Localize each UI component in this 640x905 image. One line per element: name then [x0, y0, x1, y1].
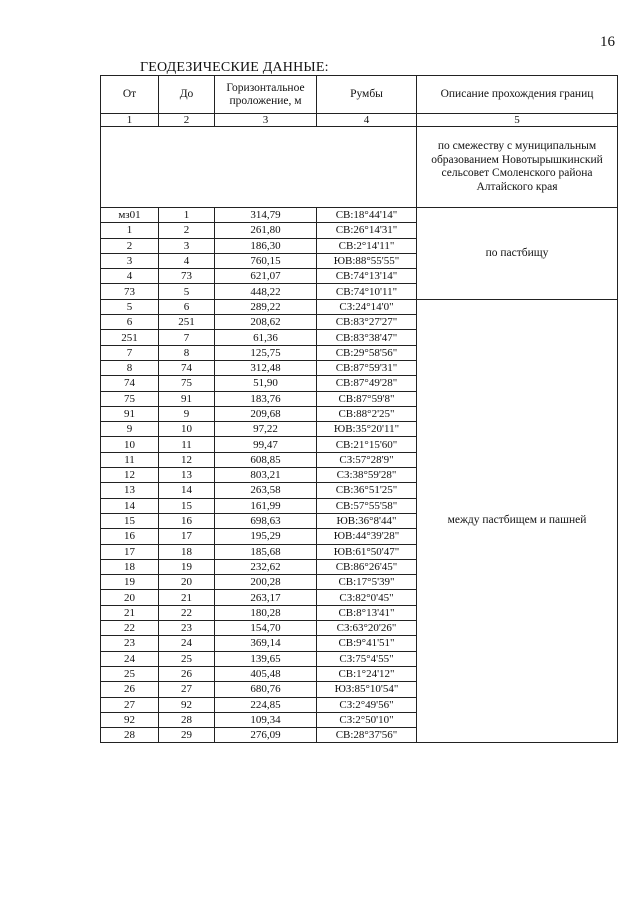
- cell-to: 1: [159, 208, 215, 223]
- section-description: по смежеству с муниципальным образованием Новотырышкинский сельсовет Смоленского района Алтайского края: [417, 127, 618, 208]
- cell-distance: 125,75: [215, 345, 317, 360]
- cell-from: 21: [101, 605, 159, 620]
- cell-distance: 195,29: [215, 529, 317, 544]
- cell-distance: 448,22: [215, 284, 317, 299]
- cell-to: 73: [159, 269, 215, 284]
- cell-bearing: СВ:74°10'11": [317, 284, 417, 299]
- cell-to: 74: [159, 360, 215, 375]
- cell-from: 75: [101, 391, 159, 406]
- cell-bearing: СВ:74°13'14": [317, 269, 417, 284]
- cell-bearing: СЗ:75°4'55": [317, 651, 417, 666]
- document-title: ГЕОДЕЗИЧЕСКИЕ ДАННЫЕ:: [140, 60, 329, 75]
- column-number: 4: [317, 114, 417, 127]
- cell-to: 14: [159, 483, 215, 498]
- cell-distance: 209,68: [215, 406, 317, 421]
- cell-distance: 289,22: [215, 299, 317, 314]
- cell-to: 5: [159, 284, 215, 299]
- cell-to: 26: [159, 666, 215, 681]
- cell-bearing: СВ:86°26'45": [317, 559, 417, 574]
- header-bearing: Румбы: [317, 76, 417, 114]
- cell-to: 6: [159, 299, 215, 314]
- cell-from: 4: [101, 269, 159, 284]
- cell-bearing: СВ:26°14'31": [317, 223, 417, 238]
- cell-distance: 161,99: [215, 498, 317, 513]
- cell-from: 12: [101, 468, 159, 483]
- cell-from: 13: [101, 483, 159, 498]
- table-header-row: [101, 76, 618, 114]
- cell-to: 92: [159, 697, 215, 712]
- cell-bearing: СВ:29°58'56": [317, 345, 417, 360]
- cell-distance: 405,48: [215, 666, 317, 681]
- cell-distance: 154,70: [215, 621, 317, 636]
- cell-distance: 224,85: [215, 697, 317, 712]
- cell-to: 24: [159, 636, 215, 651]
- cell-distance: 276,09: [215, 728, 317, 743]
- cell-distance: 180,28: [215, 605, 317, 620]
- cell-bearing: ЮВ:44°39'28": [317, 529, 417, 544]
- cell-from: 8: [101, 360, 159, 375]
- cell-from: 17: [101, 544, 159, 559]
- cell-bearing: СЗ:38°59'28": [317, 468, 417, 483]
- cell-bearing: ЮВ:36°8'44": [317, 513, 417, 528]
- cell-bearing: СЗ:2°49'56": [317, 697, 417, 712]
- cell-distance: 263,17: [215, 590, 317, 605]
- cell-from: 11: [101, 452, 159, 467]
- cell-distance: 208,62: [215, 315, 317, 330]
- cell-distance: 51,90: [215, 376, 317, 391]
- cell-from: 22: [101, 621, 159, 636]
- cell-bearing: СЗ:63°20'26": [317, 621, 417, 636]
- header-description: Описание прохождения границ: [417, 76, 618, 114]
- column-number: 2: [159, 114, 215, 127]
- cell-bearing: СВ:57°55'58": [317, 498, 417, 513]
- header-from: От: [101, 76, 159, 114]
- cell-from: 26: [101, 682, 159, 697]
- cell-to: 75: [159, 376, 215, 391]
- page-number: 16: [600, 34, 615, 50]
- cell-distance: 760,15: [215, 253, 317, 268]
- cell-to: 7: [159, 330, 215, 345]
- cell-from: 7: [101, 345, 159, 360]
- cell-to: 251: [159, 315, 215, 330]
- cell-bearing: СВ:87°59'8": [317, 391, 417, 406]
- cell-from: 9: [101, 422, 159, 437]
- cell-to: 12: [159, 452, 215, 467]
- cell-distance: 185,68: [215, 544, 317, 559]
- cell-to: 28: [159, 712, 215, 727]
- cell-distance: 139,65: [215, 651, 317, 666]
- cell-to: 2: [159, 223, 215, 238]
- cell-from: мз01: [101, 208, 159, 223]
- cell-distance: 608,85: [215, 452, 317, 467]
- boundary-description: по пастбищу: [417, 208, 618, 300]
- cell-bearing: ЮВ:88°55'55": [317, 253, 417, 268]
- cell-distance: 109,34: [215, 712, 317, 727]
- cell-bearing: СВ:1°24'12": [317, 666, 417, 681]
- cell-to: 29: [159, 728, 215, 743]
- cell-distance: 97,22: [215, 422, 317, 437]
- header-distance: Горизонтальное проложение, м: [215, 76, 317, 114]
- cell-to: 9: [159, 406, 215, 421]
- cell-to: 20: [159, 575, 215, 590]
- cell-distance: 61,36: [215, 330, 317, 345]
- cell-bearing: СВ:18°44'14": [317, 208, 417, 223]
- column-number: 1: [101, 114, 159, 127]
- column-number: 5: [417, 114, 618, 127]
- cell-bearing: СВ:36°51'25": [317, 483, 417, 498]
- cell-distance: 261,80: [215, 223, 317, 238]
- cell-from: 25: [101, 666, 159, 681]
- cell-bearing: ЮВ:35°20'11": [317, 422, 417, 437]
- cell-bearing: СЗ:24°14'0": [317, 299, 417, 314]
- cell-bearing: СВ:2°14'11": [317, 238, 417, 253]
- column-number: 3: [215, 114, 317, 127]
- cell-from: 74: [101, 376, 159, 391]
- cell-bearing: ЮВ:61°50'47": [317, 544, 417, 559]
- section-empty-cell: [101, 127, 417, 208]
- cell-to: 19: [159, 559, 215, 574]
- cell-distance: 200,28: [215, 575, 317, 590]
- cell-bearing: СВ:88°2'25": [317, 406, 417, 421]
- cell-bearing: СВ:83°27'27": [317, 315, 417, 330]
- cell-bearing: СЗ:57°28'9": [317, 452, 417, 467]
- cell-to: 3: [159, 238, 215, 253]
- boundary-description: между пастбищем и пашней: [417, 299, 618, 743]
- cell-from: 1: [101, 223, 159, 238]
- cell-to: 21: [159, 590, 215, 605]
- table-row: [101, 208, 618, 223]
- cell-distance: 232,62: [215, 559, 317, 574]
- section-row: [101, 127, 618, 208]
- cell-to: 17: [159, 529, 215, 544]
- cell-bearing: СЗ:2°50'10": [317, 712, 417, 727]
- cell-bearing: СВ:83°38'47": [317, 330, 417, 345]
- cell-from: 23: [101, 636, 159, 651]
- cell-from: 6: [101, 315, 159, 330]
- cell-distance: 680,76: [215, 682, 317, 697]
- cell-to: 25: [159, 651, 215, 666]
- cell-bearing: СВ:87°59'31": [317, 360, 417, 375]
- geodetic-data-table: [100, 75, 618, 743]
- cell-from: 19: [101, 575, 159, 590]
- cell-from: 251: [101, 330, 159, 345]
- header-to: До: [159, 76, 215, 114]
- cell-bearing: СЗ:82°0'45": [317, 590, 417, 605]
- cell-distance: 183,76: [215, 391, 317, 406]
- cell-from: 10: [101, 437, 159, 452]
- cell-bearing: ЮЗ:85°10'54": [317, 682, 417, 697]
- table-row: [101, 299, 618, 314]
- cell-distance: 698,63: [215, 513, 317, 528]
- cell-from: 27: [101, 697, 159, 712]
- cell-from: 73: [101, 284, 159, 299]
- cell-distance: 99,47: [215, 437, 317, 452]
- cell-to: 10: [159, 422, 215, 437]
- cell-from: 2: [101, 238, 159, 253]
- cell-to: 4: [159, 253, 215, 268]
- cell-from: 3: [101, 253, 159, 268]
- cell-to: 16: [159, 513, 215, 528]
- cell-from: 5: [101, 299, 159, 314]
- cell-from: 92: [101, 712, 159, 727]
- cell-distance: 314,79: [215, 208, 317, 223]
- cell-distance: 312,48: [215, 360, 317, 375]
- cell-distance: 803,21: [215, 468, 317, 483]
- cell-to: 91: [159, 391, 215, 406]
- cell-from: 18: [101, 559, 159, 574]
- cell-bearing: СВ:9°41'51": [317, 636, 417, 651]
- column-number-row: [101, 114, 618, 127]
- cell-from: 20: [101, 590, 159, 605]
- cell-to: 13: [159, 468, 215, 483]
- cell-from: 16: [101, 529, 159, 544]
- cell-bearing: СВ:17°5'39": [317, 575, 417, 590]
- cell-to: 23: [159, 621, 215, 636]
- cell-from: 28: [101, 728, 159, 743]
- cell-bearing: СВ:28°37'56": [317, 728, 417, 743]
- cell-to: 22: [159, 605, 215, 620]
- cell-bearing: СВ:87°49'28": [317, 376, 417, 391]
- cell-distance: 263,58: [215, 483, 317, 498]
- cell-distance: 186,30: [215, 238, 317, 253]
- cell-to: 18: [159, 544, 215, 559]
- cell-to: 11: [159, 437, 215, 452]
- cell-from: 91: [101, 406, 159, 421]
- cell-bearing: СВ:8°13'41": [317, 605, 417, 620]
- cell-from: 14: [101, 498, 159, 513]
- cell-distance: 621,07: [215, 269, 317, 284]
- cell-from: 24: [101, 651, 159, 666]
- cell-to: 15: [159, 498, 215, 513]
- cell-bearing: СВ:21°15'60": [317, 437, 417, 452]
- cell-to: 8: [159, 345, 215, 360]
- cell-to: 27: [159, 682, 215, 697]
- cell-from: 15: [101, 513, 159, 528]
- cell-distance: 369,14: [215, 636, 317, 651]
